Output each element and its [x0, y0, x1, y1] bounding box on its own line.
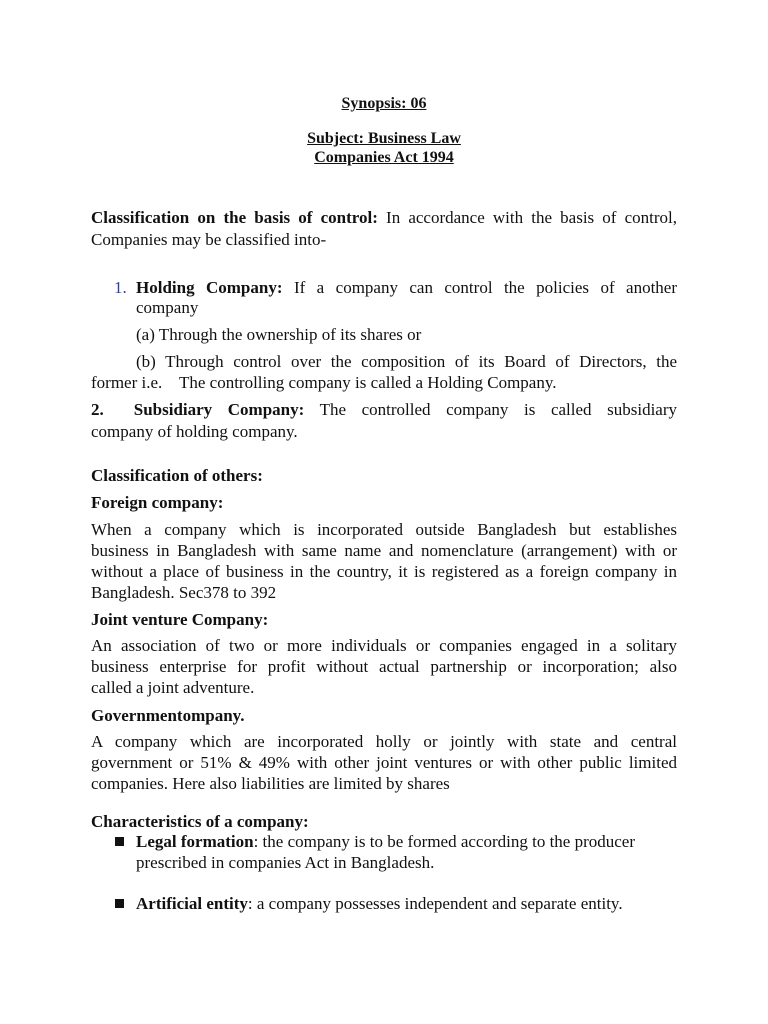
- characteristic-text-artificial: : a company possesses independent and separate entity.: [247, 894, 623, 913]
- square-bullet-icon: [115, 899, 124, 908]
- subsidiary-line-2: company of holding company.: [91, 422, 298, 441]
- government-line-1: A company which are incorporated holly or jointly with state and central: [91, 732, 677, 751]
- holding-line-1: [136, 277, 677, 298]
- joint-line-3: called a joint adventure.: [91, 678, 255, 697]
- joint-line-2: business enterprise for profit without actual partnership or incorporation; also: [91, 657, 677, 676]
- subject-title: Subject: Business Law: [307, 130, 461, 147]
- subsidiary-line-1: [91, 399, 677, 420]
- characteristic-item-legal-line-1: [136, 831, 635, 852]
- holding-option-b-1: (b) Through control over the composition of its Board of Directors, the: [136, 352, 677, 371]
- synopsis-title: Synopsis: 06: [341, 95, 427, 112]
- control-intro-line-2: Companies may be classified into-: [91, 230, 327, 249]
- control-heading: Classification on the basis of control:: [91, 208, 378, 227]
- government-line-2: government or 51% & 49% with other joint ventures or with other public limited: [91, 753, 677, 772]
- control-intro-rest: In accordance with the basis of control,: [386, 208, 678, 227]
- joint-title: Joint venture Company:: [91, 610, 269, 629]
- holding-option-b-2: former i.e. The controlling company is called a Holding Company.: [91, 373, 557, 392]
- foreign-line-2: business in Bangladesh with same name and nomenclature (arrangement) with or: [91, 541, 677, 560]
- foreign-line-4: Bangladesh. Sec378 to 392: [91, 583, 277, 602]
- subsidiary-title: Subsidiary Company:: [133, 400, 305, 419]
- act-title: Companies Act 1994: [314, 149, 454, 166]
- foreign-title: Foreign company:: [91, 493, 224, 512]
- foreign-line-3: without a place of business in the country, it is registered as a foreign company in: [91, 562, 677, 581]
- others-heading: Classification of others:: [91, 466, 263, 485]
- characteristics-heading: Characteristics of a company:: [91, 812, 309, 831]
- government-title: Governmentompany.: [91, 706, 245, 725]
- characteristic-item-legal-line-2: prescribed in companies Act in Bangladesh.: [136, 853, 435, 872]
- foreign-line-1: When a company which is incorporated outside Bangladesh but establishes: [91, 520, 677, 539]
- square-bullet-icon: [115, 837, 124, 846]
- joint-line-1: An association of two or more individuals or companies engaged in a solitary: [91, 636, 677, 655]
- characteristic-term-artificial: Artificial entity: [136, 894, 248, 913]
- government-line-3: companies. Here also liabilities are limited by shares: [91, 774, 450, 793]
- subsidiary-number: 2.: [91, 400, 104, 419]
- subsidiary-text-1: The controlled company is called subsidiary: [319, 400, 677, 419]
- holding-line-2: company: [136, 298, 199, 317]
- holding-title: Holding Company:: [136, 278, 283, 297]
- holding-number: 1.: [114, 278, 127, 297]
- control-intro-line-1: [91, 207, 677, 228]
- characteristic-item-artificial: [136, 893, 623, 914]
- holding-text-1: If a company can control the policies of another: [293, 278, 677, 297]
- holding-option-a: (a) Through the ownership of its shares or: [136, 325, 422, 344]
- characteristic-text-legal: : the company is to be formed according to the producer: [253, 832, 636, 851]
- characteristic-term-legal: Legal formation: [136, 832, 254, 851]
